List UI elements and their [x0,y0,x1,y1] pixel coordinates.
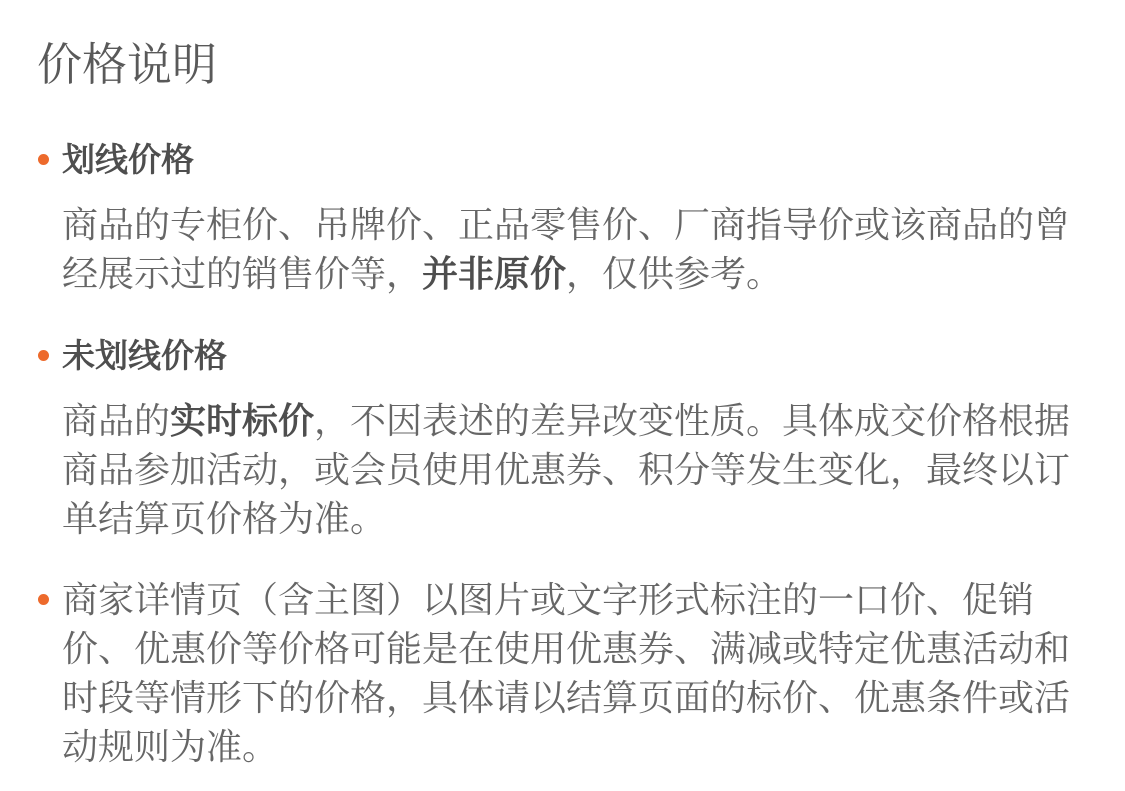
list-item-strikethrough-price [37,138,1075,298]
bullet-dot-icon [38,594,49,605]
page-title: 价格说明 [37,39,218,90]
bullet-dot-icon [38,154,49,165]
text-segment: 商家详情页（含主图）以图片或文字形式标注的一口价、促销价、优惠价等价格可能是在使用优惠券、满减或特定优惠活动和时段等情形下的价格，具体请以结算页面的标价、优惠条件或活动规则为准。 [62,579,1071,767]
item-paragraph [62,200,1075,298]
item-paragraph [62,396,1075,543]
text-segment-bold: 并非原价 [422,253,567,294]
bullet-dot-icon [38,350,49,361]
list-item-unstruck-price [37,334,1075,543]
text-segment: ，仅供参考。 [566,253,783,294]
item-heading: 未划线价格 [62,337,227,374]
text-segment-bold: 实时标价 [170,400,315,441]
item-paragraph [62,575,1075,771]
text-segment: 商品的专柜价、吊牌价、正品零售价、厂商指导价或该商品的曾经展示过的销售价等， [62,204,1071,294]
item-heading: 划线价格 [62,141,194,178]
text-segment: ，不因表述的差异改变性质。具体成交价格根据商品参加活动，或会员使用优惠券、积分等发生变化，最终以订单结算页价格为准。 [62,400,1071,539]
text-segment: 商品的 [62,400,171,441]
list-item-merchant-detail-price [37,575,1075,771]
